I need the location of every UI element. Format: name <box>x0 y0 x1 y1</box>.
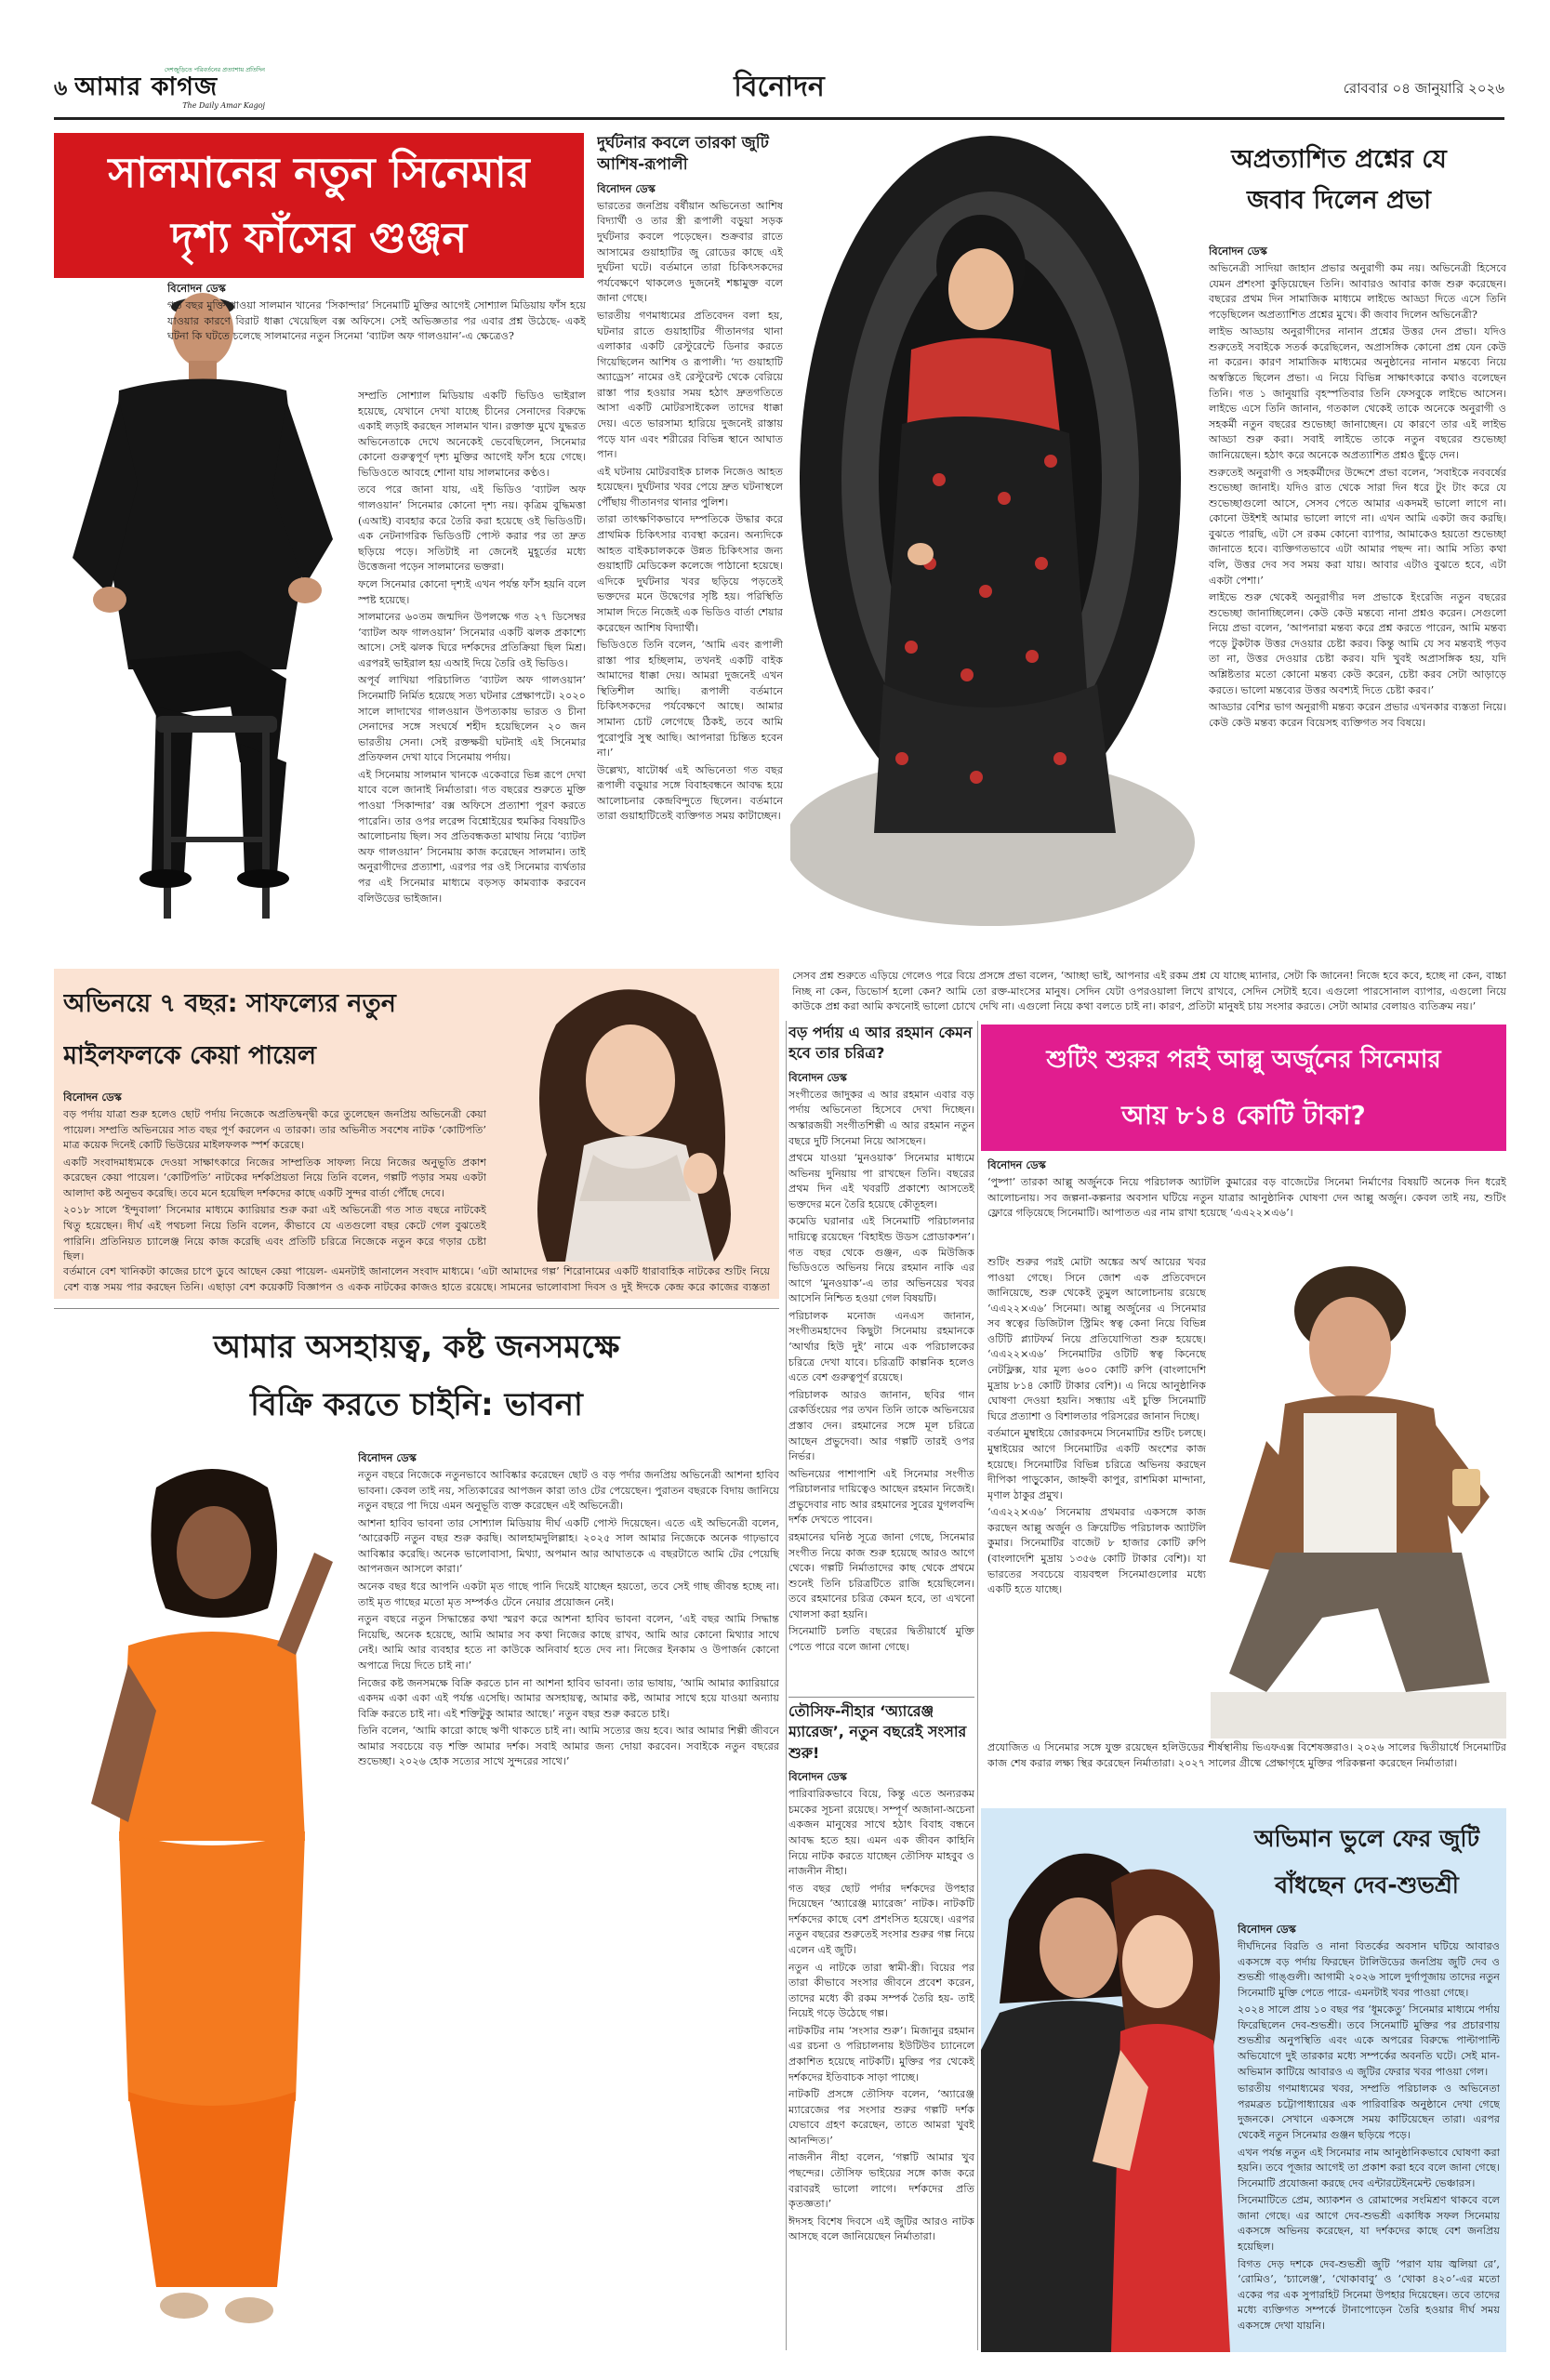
payel-headline-line2: মাইলফলকে কেয়া পায়েল <box>63 1041 316 1070</box>
prova-para-5: আড্ডার বেশির ভাগ অনুরাগী মন্তব্য করেন প্রভার এখনকার ব্যস্ততা নিয়ে। কেউ কেউ মন্তব্য করেন বিয়েসহ ব্যক্তিগত সব বিষয়ে। <box>1209 701 1506 729</box>
prova-para-1: অভিনেত্রী সাদিয়া জাহান প্রভার অনুরাগী কম নয়। অভিনেত্রী হিসেবে যেমন প্রশংসা কুড়িয়েছেন তিনি। আবারও আবার কাজ শুরু করেছেন। বছরের প্রথম দিন সামাজিক মাধ্যমে লাইভে আড্ডা দিতে এসে তিনি পড়েছিলেন অপ্রত্যাশিত প্রশ্নের মুখে। কী জবাব দিলেন অভিনেত্রী? <box>1209 262 1506 321</box>
salman-article-top <box>167 281 586 388</box>
bhabna-article-body <box>358 1450 779 2343</box>
bhabna-para-5: নিজের কষ্ট জনসমক্ষে বিক্রি করতে চান না আশনা হাবিব ভাবনা। তার ভাষায়, ‘আমি আমার ক্যারিয়ারে একদম একা একা এই পর্যন্ত এসেছি। আমার অসহায়ত্ব, আমার কষ্ট, আমার সাথে হয়ে যাওয়া অন্যায় বিক্রি করতে চাই না। এই শক্তিটুকু আমার আছে।’ নতুন বছর শুরু করতে চাই। <box>358 1676 779 1720</box>
ashish-para-2: ভারতীয় গণমাধ্যমের প্রতিবেদন বলা হয়, ঘটনার রাতে গুয়াহাটির গীতানগর থানা এলাকার একটি রেস্টুরেন্টে ডিনার করতে গিয়েছিলেন আশিষ ও রূপালী। ‘দ্য গুয়াহাটি অ্যাড্রেস’ নামের ওই রেস্টুরেন্ট থেকে বেরিয়ে রাস্তা পার হওয়ার সময় হঠাৎ দ্রুতগতিতে আসা একটি মোটরসাইকেল তাদের ধাক্কা দেয়। এতে ভারসাম্য হারিয়ে দুজনেই রাস্তায় পড়ে যান এবং শরীরের বিভিন্ন স্থানে আঘাত পান। <box>597 309 783 461</box>
header-rule <box>54 117 1504 120</box>
dev-headline <box>1232 1816 1502 1918</box>
prova-para-3: শুরুতেই অনুরাগী ও সহকর্মীদের উদ্দেশে প্রভা বলেন, ‘সবাইকে নববর্ষের শুভেচ্ছা জানাই। যদিও রাত থেকে সারা দিন ধরে টুং টাং করে যে শুভেচ্ছাগুলো আসে, সেসব পেতে আমার একদমই ভালো লাগে না। কোনো উইশই আমার ভালো লাগে না। এখন আমি একটা জব করছি। বুঝতে পারছি, এটা সে রকম কোনো ব্যাপার, আমাকেও হয়তো শুভেচ্ছা জানাতে হবে। ব্যক্তিগতভাবে এটা আমার পছন্দ না। আমি সত্যি কথা বলি, উত্তর দেব সব সময় করা যায়। আবার এটাও বুঝতে হবে, এটা একটা পেশা।’ <box>1209 466 1506 587</box>
prova-headline-line2: জবাব দিলেন প্রভা <box>1247 186 1431 215</box>
prova-photo <box>790 126 1199 963</box>
page-number: ৬ <box>54 76 68 100</box>
dev-box <box>981 1808 1506 2352</box>
rahman-para-8: সিনেমাটি চলতি বছরের দ্বিতীয়ার্ধে মুক্তি পেতে পারে বলে জানা গেছে। <box>788 1625 974 1654</box>
allu-headline-line2: আয় ৮১৪ কোটি টাকা? <box>1121 1100 1366 1130</box>
ashish-article <box>597 133 783 951</box>
payel-box <box>54 969 779 1299</box>
masthead-logo <box>74 65 265 112</box>
prova-para-2: লাইভ আড্ডায় অনুরাগীদের নানান প্রশ্নের উত্তর দেন প্রভা। যদিও শুরুতেই সবাইকে সতর্ক করেছিলেন, অপ্রাসঙ্গিক কোনো প্রশ্ন যেন কেউ না করেন। কারণ সামাজিক মাধ্যমের অনুষ্ঠানের নানান মন্তব্যে নিয়ে অস্বস্তিতে ছিলেন প্রভা। এ নিয়ে বিভিন্ন সাক্ষাৎকারে কথাও বলেছেন তিনি। গত ১ জানুয়ারি বৃহস্পতিবার তিনি ফেসবুকে লাইভে আসেন। লাইভে এসে তিনি জানান, গতকাল থেকেই তাকে অনেকে অনুরাগী ও সহকর্মী নতুন বছরের শুভেচ্ছা জানাচ্ছেন। যে কারণে তার এই লাইভ আড্ডা শুরু করা। সবাই লাইভে তাকে নতুন বছরের শুভেচ্ছা জানিয়েছেন। হঠাৎ করে অনেকে অপ্রত্যাশিত প্রশ্নও ছুঁড়ে দেন। <box>1209 325 1506 461</box>
dev-para-3: ভারতীয় গণমাধ্যমের খবর, সম্প্রতি পরিচালক ও অভিনেতা পরমব্রত চট্টোপাধ্যায়ের এক পারিবারিক অনুষ্ঠানে দেখা গেছে দুজনকে। সেখানে একসঙ্গে সময় কাটিয়েছেন তারা। এরপর থেকেই নতুন সিনেমার গুঞ্জন ছড়িয়ে পড়ে। <box>1238 2082 1500 2141</box>
salman-para-1: সম্প্রতি সোশ্যাল মিডিয়ায় একটি ভিডিও ভাইরাল হয়েছে, যেখানে দেখা যাচ্ছে চীনের সেনাদের বিরুদ্ধে একাই লড়াই করছেন সালমান খান। রক্তাক্ত মুখে যুদ্ধরত অভিনেতাকে দেখে অনেকেই ভেবেছিলেন, সিনেমার কোনো গুরুত্বপূর্ণ দৃশ্য মুক্তির আগেই ফাঁস হয়ে গেছে। ভিডিওতে আবহে শোনা যায় সালমানের কণ্ঠও। <box>358 390 586 479</box>
prova-byline: বিনোদন ডেস্ক <box>1209 245 1267 258</box>
payel-byline: বিনোদন ডেস্ক <box>63 1091 122 1104</box>
rahman-article <box>788 1023 974 1692</box>
dev-headline-line2: বাঁধছেন দেব-শুভশ্রী <box>1275 1871 1459 1898</box>
salman-para-5: অপূর্ব লাখিয়া পরিচালিত ‘ব্যাটল অফ গালওয়ান’ সিনেমাটি নির্মিত হয়েছে সত্য ঘটনার প্রেক্ষাপটে। ২০২০ সালে লাদাখের গালওয়ান উপত্যকায় ভারত ও চীনা সেনাদের সঙ্গে সংঘর্ষে শহীদ হয়েছিলেন ২০ জন ভারতীয় সেনা। সেই রক্তক্ষয়ী ঘটনাই এই সিনেমার প্রতিফলন দেখা যাবে সিনেমায় পর্দায়। <box>358 674 586 764</box>
allu-byline: বিনোদন ডেস্ক <box>987 1158 1046 1171</box>
dev-para-5: সিনেমাটিতে প্রেম, অ্যাকশন ও রোমান্সের সংমিশ্রণ থাকবে বলে জানা গেছে। এর আগে দেব-শুভশ্রী একাধিক সফল সিনেমায় একসঙ্গে অভিনয় করেছেন, যা দর্শকদের কাছে বেশ জনপ্রিয় হয়েছিল। <box>1238 2194 1500 2253</box>
salman-headline-box <box>54 133 584 278</box>
rahman-para-7: রহমানের ঘনিষ্ঠ সূত্রে জানা গেছে, সিনেমার সংগীত নিয়ে কাজ শুরু হয়েছে আরও আগে থেকে। গল্পটি নির্মাতাদের কাছ থেকে প্রথমে শুনেই তিনি চরিত্রটিতে রাজি হয়েছিলেন। তবে রহমানের চরিত্র কেমন হবে, তা এখনো খোলসা করা হয়নি। <box>788 1530 974 1620</box>
ashish-para-5: ভিডিওতে তিনি বলেন, ‘আমি এবং রূপালী রাস্তা পার হচ্ছিলাম, তখনই একটি বাইক আমাদের ধাক্কা দেয়। আমরা দুজনেই এখন স্থিতিশীল আছি। রূপালী বর্তমানে চিকিৎসকদের পর্যবেক্ষণে আছে। আমার সামান্য চোট লেগেছে ঠিকই, তবে আমি পুরোপুরি সুস্থ আছি। আপনারা চিন্তিত হবেন না।’ <box>597 639 783 760</box>
bhabna-para-1: নতুন বছরে নিজেকে নতুনভাবে আবিষ্কার করেছেন ছোট ও বড় পর্দার জনপ্রিয় অভিনেত্রী আশনা হাবিব ভাবনা। কেবল তাই নয়, সত্যিকারের আপজন কারা তাও টের পেয়েছেন। পুরাতন বছরকে বিদায় জানিয়ে নতুন বছরে পা দিয়ে এমন অনুভূতি ব্যক্ত করেছেন এই অভিনেত্রী। <box>358 1469 779 1513</box>
allu-photo <box>1211 1255 1506 1739</box>
rahman-para-3: কমেডি ঘরানার এই সিনেমাটি পরিচালনার দায়িত্বে রয়েছেন ‘বিহাইন্ড উডস প্রোডাকশন’। গত বছর থেকে গুঞ্জন, এক মিউজিক ভিডিওতে অভিনয় নিয়ে রহমান নাকি এর আগে ‘মুনওয়াক’-এ তার অভিনয়ের খবর আসেনি নিশ্চিত হওয়া গেল বিষয়টি। <box>788 1215 974 1305</box>
column-rule <box>977 1021 978 2350</box>
rahman-para-1: সংগীতের জাদুকর এ আর রহমান এবার বড় পর্দায় অভিনেতা হিসেবে দেখা দিচ্ছেন। অস্কারজয়ী সংগীতশিল্পী এ আর রহমান নতুন বছরে দুটি সিনেমা নিয়ে আসছেন। <box>788 1088 974 1147</box>
allu-article-tail <box>987 1740 1506 1796</box>
tawsif-headline: তৌসিফ-নীহার ‘অ্যারেঞ্জ ম্যারেজ’, নতুন বছরেই সংসার শুরু! <box>788 1702 967 1762</box>
salman-para-6: এই সিনেমায় সালমান খানকে একেবারে ভিন্ন রূপে দেখা যাবে বলে জানাই নির্মাতারা। গত বছরের শুরুতে মুক্তি পাওয়া ‘সিকান্দার’ বক্স অফিসে প্রত্যাশা পূরণ করতে পারেনি। তার ওপর লরেন্স বিশ্নোইয়ের হুমকির বিষয়টিও আলোচনায় ছিল। সব প্রতিবন্ধকতা মাথায় নিয়ে ‘ব্যাটল অফ গালওয়ান’ সিনেমায় কাজ করেছেন সালমান। তাই অনুরাগীদের প্রত্যাশা, এরপর পর ওই সিনেমার ব্যর্থতার পর এই সিনেমার মাধ্যমে বড়সড় কামব্যাক করবেন বলিউডের ভাইজান। <box>358 768 586 905</box>
dev-photo <box>981 1808 1230 2352</box>
dev-headline-line1: অভিমান ভুলে ফের জুটি <box>1253 1825 1480 1852</box>
payel-para-5: বর্তমানে বেশ খানিকটা কাজের চাপে ডুবে আছেন কেয়া পায়েল- এমনটাই জানালেন সংবাদ মাধ্যমে। ‘এটা আমাদের গল্প’ শিরোনামের একটি ধারাবাহিক নাটকের শুটিং নিয়ে বেশ ব্যস্ত সময় পার করছেন তিনি। এছাড়া বেশ কয়েকটি বিজ্ঞাপন ও একক নাটকের কাজও হাতে রয়েছে। সামনের ভালোবাসা দিবস ও দুই ঈদকে কেন্দ্র করে কাজের ব্যস্ততা <box>63 1265 770 1293</box>
rahman-para-6: অভিনয়ের পাশাপাশি এই সিনেমার সংগীত পরিচালনার দায়িত্বেও আছেন রহমান নিজেই। প্রভুদেবার নাচ আর রহমানের সুরের যুগলবন্দি দর্শক দেখতে পাবেন। <box>788 1467 974 1527</box>
salman-intro: গত বছর মুক্তি পাওয়া সালমান খানের ‘সিকান্দার’ সিনেমাটি মুক্তির আগেই সোশ্যাল মিডিয়ায় ফাঁস হয়ে যাওয়ার কারণে বিরাট ধাক্কা খেয়েছিল বক্স অফিসে। সেই অভিজ্ঞতার পর এবার প্রশ্ন উঠেছে- একই ঘটনা কি ঘটতে চলেছে সালমানের নতুন সিনেমা ‘ব্যাটল অফ গালওয়ান’-এ ক্ষেত্রেও? <box>167 299 586 343</box>
issue-date: রোববার ০৪ জানুয়ারি ২০২৬ <box>1343 80 1504 97</box>
dev-para-1: দীর্ঘদিনের বিরতি ও নানা বিতর্কের অবসান ঘটিয়ে আবারও একসঙ্গে বড় পর্দায় ফিরছেন টালিউডের জনপ্রিয় জুটি দেব ও শুভশ্রী গাঙ্গুলী। আগামী ২০২৬ সালে দুর্গাপূজায় তাদের নতুন সিনেমাটি মুক্তি পেতে পারে- এমনটাই খবর পাওয়া গেছে। <box>1238 1940 1500 1999</box>
page-header <box>54 65 1504 113</box>
prova-para-4: লাইভে শুরু থেকেই অনুরাগীর দল প্রভাকে ইংরেজি নতুন বছরের শুভেচ্ছা জানাচ্ছিলেন। কেউ কেউ মন্তব্যে নানা প্রশ্নও করেন। সেগুলো নিয়ে প্রভা বলেন, ‘আপনারা মন্তব্য করে প্রশ্ন করতে পারেন, আমি মন্তব্য পড়ে টুকটাক উত্তর দেওয়ার চেষ্টা করব। কিন্তু আমি যে সব মন্তব্যই পড়ব তা না, উত্তর দেওয়ার চেষ্টা করব। যদি খুবই অপ্রাসঙ্গিক হয়, যদি অশ্লিষ্টতার মতো কোনো মন্তব্য কেউ করেন, চেষ্টা করব সেটা আড়াড়ে করতে। ভালো মন্তব্যের উত্তর অবশ্যই দিতে চেষ্টা করব।’ <box>1209 591 1506 696</box>
bhabna-headline <box>54 1318 779 1439</box>
masthead-tag: দেশজুড়িতে পরিবর্তনের প্রত্যাশায় প্রতিদিন <box>164 66 265 73</box>
bhabna-byline: বিনোদন ডেস্ক <box>358 1451 417 1464</box>
tawsif-para-2: গত বছর ছোট পর্দার দর্শকদের উপহার দিয়েছেন ‘অ্যারেঞ্জ ম্যারেজ’ নাটক। নাটকটি দর্শকদের কাছে বেশ প্রশংসিত হয়েছে। এরপর নতুন বছরের শুরুতেই সংসার শুরুর গল্প নিয়ে এলেন এই জুটি। <box>788 1882 974 1956</box>
tawsif-byline: বিনোদন ডেস্ক <box>788 1770 847 1784</box>
dev-para-2: ২০২৪ সালে প্রায় ১০ বছর পর ‘ধূমকেতু’ সিনেমার মাধ্যমে পর্দায় ফিরেছিলেন দেব-শুভশ্রী। তবে সিনেমাটি মুক্তির পর প্রচারণায় শুভশ্রীর অনুপস্থিতি এবং একে অপরের বিরুদ্ধে পাল্টাপাল্টি অভিযোগে দুই তারকার মধ্যে সম্পর্কের অবনতি ঘটে। সেই মান-অভিমান কাটিয়ে আবারও এ জুটির ফেরার খবর পাওয়া গেল। <box>1238 2003 1500 2078</box>
section-title: বিনোদন <box>734 71 825 103</box>
tawsif-article <box>788 1701 974 2347</box>
payel-headline <box>63 978 500 1090</box>
rahman-byline: বিনোদন ডেস্ক <box>788 1070 847 1084</box>
payel-headline-line1: অভিনয়ে ৭ বছর: সাফল্যের নতুন <box>63 989 396 1018</box>
bhabna-para-2: আশনা হাবিব ভাবনা তার সোশ্যাল মিডিয়ায় দীর্ঘ একটি পোস্ট দিয়েছেন। এতে এই অভিনেত্রী বলেন, ‘আরেকটি নতুন বছর শুরু করছি। আলহামদুলিল্লাহ। ২০২৫ সাল আমার নিজেকে অনেক গাঢ়ভাবে আবিষ্কার করেছি। অনেক ভালোবাসা, মিথ্যা, অপমান আর আঘাতকে এ বছরটাতে আমি টের পেয়েছি আপনজন আসলে কারা।’ <box>358 1516 779 1576</box>
ashish-para-3: এই ঘটনায় মোটরবাইক চালক নিজেও আহত হয়েছেন। দুর্ঘটনার খবর পেয়ে দ্রুত ঘটনাস্থলে পৌঁছায় গীতানগর থানার পুলিশ। <box>597 465 783 509</box>
salman-headline-line1: সালমানের নতুন সিনেমার <box>108 148 530 197</box>
tawsif-para-5: নাটকটি প্রসঙ্গে তৌসিফ বলেন, ‘অ্যারেঞ্জ ম্যারেজের পর সংসার শুরুর গল্পটি দর্শক যেভাবে গ্রহণ করেছেন, তাতে আমরা খুবই আনন্দিত।’ <box>788 2088 974 2147</box>
tawsif-para-1: পারিবারিকভাবে বিয়ে, কিন্তু এতে অন্যরকম চমকের সূচনা রয়েছে। সম্পূর্ণ অজানা-অচেনা একজন মানুষের সাথে হঠাৎ বিবাহ বন্ধনে আবদ্ধ হতে হয়। এমন এক জীবন কাহিনি নিয়ে নাটক করতে যাচ্ছেন তৌসিফ মাহবুব ও নাজনীন নীহা। <box>788 1788 974 1878</box>
prova-headline-line1: অপ্রত্যাশিত প্রশ্নের যে <box>1231 145 1447 174</box>
rahman-para-5: পরিচালক আরও জানান, ছবির গান রেকর্ডিংয়ের পর তখন তিনি তাকে অভিনয়ের প্রস্তাব দেন। রহমানের সঙ্গে মূল চরিত্রে আছেন প্রভুদেবা। আর গল্পটি তারই ওপর নির্ভর। <box>788 1388 974 1463</box>
payel-para-1: বড় পর্দায় যাত্রা শুরু হলেও ছোট পর্দায় নিজেকে অপ্রতিদ্বন্দ্বী করে তুলেছেন জনপ্রিয় অভিনেত্রী কেয়া পায়েল। সম্প্রতি অভিনয়ের সাত বছর পূর্ণ করলেন এ তারকা। তার অভিনীত সবশেষ নাটক ‘কোটিপতি’ মাত্র কয়েক দিনেই কোটি ভিউয়ের মাইলফলক স্পর্শ করেছে। <box>63 1108 486 1152</box>
payel-article-tail <box>63 1264 770 1298</box>
salman-headline-line2: দৃশ্য ফাঁসের গুঞ্জন <box>170 213 468 262</box>
ashish-para-4: তারা তাৎক্ষণিকভাবে দম্পতিকে উদ্ধার করে প্রাথমিক চিকিৎসার ব্যবস্থা করেন। অন্যদিকে আহত বাইকচালককে উন্নত চিকিৎসার জন্য গুয়াহাটি মেডিকেল কলেজে পাঠানো হয়েছে। এদিকে দুর্ঘটনার খবর ছড়িয়ে পড়তেই ভক্তদের মনে উদ্বেগের সৃষ্টি হয়। পরিস্থিতি সামাল দিতে নিজেই এক ভিডিও বার্তা শেয়ার করেছেন আশিষ বিদ্যার্থী। <box>597 513 783 634</box>
rahman-para-4: পরিচালক মনোজ এনএস জানান, সংগীতমহাদেব কিছুটা সিনেমায় রহমানকে ‘আর্থার হিউ দুই’ নামে এক পরিচালকের চরিত্রে দেখা যাবে। চরিত্রটি কাল্পনিক হলেও এতে বেশ গুরুত্বপূর্ণ রয়েছে। <box>788 1309 974 1384</box>
section-rule <box>788 1697 974 1698</box>
allu-headline-line1: শুটিং শুরুর পরই আল্লু অর্জুনের সিনেমার <box>1046 1046 1441 1074</box>
bhabna-para-4: নতুন বছরে নতুন সিদ্ধান্তের কথা স্মরণ করে আশনা হাবিব ভাবনা বলেন, ‘এই বছর আমি সিদ্ধান্ত নিয়েছি, অনেক হয়েছে, আমি আমার সব কথা নিজের কাছে রাখব, আমি আর কোনো মিথ্যার সাথে নেই। আমি আর ব্যবহার হতে না কাউকে অনিবার্য হতে দেব না। নিজের ইনকাম ও উপার্জন কোনো অপাত্রে দিয়ে দিতে চাই না।’ <box>358 1613 779 1672</box>
column-rule <box>786 1021 787 2350</box>
payel-article-body <box>63 1090 486 1266</box>
bhabna-para-3: অনেক বছর ধরে আপনি একটা মৃত গাছে পানি দিয়েই যাচ্ছেন হয়তো, তবে সেই গাছ জীবন্ত হচ্ছে না। তাই মৃত গাছের মতো মৃত সম্পর্কও টেনে নেয়ার প্রয়োজন নেই। <box>358 1580 779 1608</box>
payel-para-3: ২০১৮ সালে ‘ইন্দুবালা’ সিনেমার মাধ্যমে ক্যারিয়ার শুরু করা এই অভিনেত্রী গত সাত বছরে নাটকেই থিতু হয়েছেন। দীর্ঘ এই পথচলা নিয়ে তিনি বলেন, কীভাবে যে এতগুলো বছর কেটে গেল বুঝতেই পারিনি। প্রতিনিয়ত চ্যালেঞ্জ নিয়ে কাজ করেছি এবং প্রতিটি চরিত্রে নিজেকে নতুন করে গড়ার চেষ্টা ছিল। <box>63 1204 486 1263</box>
bhabna-para-6: তিনি বলেন, ‘আমি কারো কাছে ঋণী থাকতে চাই না। আমি সত্যের জয় হবে। আর আমার শিল্পী জীবনে আমার সবচেয়ে বড় শক্তি আমার দর্শক। সবাই আমার জন্য দোয়া করবেন। সবাইকে নতুন বছরের শুভেচ্ছা। ২০২৬ হোক সত্যের সাথে সুন্দরের সাথে।’ <box>358 1725 779 1768</box>
allu-para-3: বর্তমানে মুম্বাইয়ে জোরকদমে সিনেমাটির শুটিং চলছে। মুম্বাইয়ের আগে সিনেমাটির একটি অংশের কাজ হয়েছে। সিনেমাটির বিভিন্ন চরিত্রে অভিনয় করছেন দীপিকা পাড়ুকোন, জাহ্নবী কাপুর, রাশমিকা মান্দানা, মৃণাল ঠাকুর প্রমুখ। <box>987 1427 1206 1501</box>
salman-para-2: তবে পরে জানা যায়, এই ভিডিও ‘ব্যাটল অফ গালওয়ান’ সিনেমার কোনো দৃশ্য নয়। কৃত্রিম বুদ্ধিমত্তা (এআই) ব্যবহার করে তৈরি করা হয়েছে ওই ভিডিওটি। এক নেটনাগরিক ভিডিওটি পোস্ট করার পর তা দ্রুত ছড়িয়ে পড়ে। সতিটাই না জেনেই মুহূর্তের মধ্যে উত্তেজনা পড়েন সালমানের ভক্তরা। <box>358 483 586 574</box>
ashish-para-6: উল্লেখ্য, ষাটোর্ধ্ব এই অভিনেতা গত বছর রূপালী বড়ুয়ার সঙ্গে বিবাহবন্ধনে আবদ্ধ হয়ে আলোচনার কেন্দ্রবিন্দুতে ছিলেন। বর্তমানে তারা গুয়াহাটিতেই ব্যক্তিগত সময় কাটাচ্ছেন। <box>597 763 783 823</box>
prova-article-body <box>1209 244 1506 969</box>
bhabna-top-rule <box>54 1308 779 1309</box>
allu-para-1: ‘পুষ্পা’ তারকা আল্লু অর্জুনকে নিয়ে পরিচালক অ্যাটলি কুমারের বড় বাজেটের সিনেমা নির্মাণের বিষয়টি অনেক দিন ধরেই আলোচনায়। সব জল্পনা-কল্পনার অবসান ঘটিয়ে নতুন যাত্রার আনুষ্ঠানিক ঘোষণা দেন আল্লু অর্জুন। কেবল তাই নয়, শুটিং ফ্লোরে গড়িয়েছে সিনেমাটি। আপাতত এর নাম রাখা হয়েছে ‘এএ২২×এ৬’। <box>987 1176 1506 1220</box>
rahman-headline: বড় পর্দায় এ আর রহমান কেমন হবে তার চরিত্র? <box>788 1024 973 1063</box>
ashish-headline: দুর্ঘটনার কবলে তারকা জুটি আশিষ-রূপালী <box>597 134 769 174</box>
dev-para-4: এখন পর্যন্ত নতুন এই সিনেমার নাম আনুষ্ঠানিকভাবে ঘোষণা করা হয়নি। তবে পূজার আগেই তা প্রকাশ করা হবে বলে জানা গেছে। সিনেমাটি প্রযোজনা করছে দেব এন্টারটেইনমেন্ট ভেঞ্চারস। <box>1238 2146 1500 2189</box>
allu-article-top <box>987 1157 1506 1250</box>
salman-byline: বিনোদন ডেস্ক <box>167 282 226 295</box>
allu-para-4: ‘এএ২২×এ৬’ সিনেমায় প্রথমবার একসঙ্গে কাজ করছেন আল্লু অর্জুন ও ক্রিয়েটিভ পরিচালক অ্যাটলি কুমার। সিনেমাটির বাজেট ৮ হাজার কোটি রুপি (বাংলাদেশি মুদ্রায় ১৩৫৬ কোটি টাকার বেশি)। যা ভারতের সবচেয়ে ব্যয়বহুল সিনেমাগুলোর মধ্যে একটি হতে যাচ্ছে। <box>987 1506 1206 1596</box>
ashish-para-1: ভারতের জনপ্রিয় বর্ষীয়ান অভিনেতা আশিষ বিদ্যার্থী ও তার স্ত্রী রূপালী বড়ুয়া সড়ক দুর্ঘটনার কবলে পড়েছেন। শুক্রবার রাতে আসামের গুয়াহাটির জু রোডের কাছে এই দুর্ঘটনা ঘটে। বর্তমানে তারা চিকিৎসকদের পর্যবেক্ষণে থাকলেও দুজনেই শঙ্কামুক্ত বলে জানা গেছে। <box>597 199 783 305</box>
prova-headline <box>1172 139 1506 242</box>
rahman-para-2: প্রথমে যাওয়া ‘মুনওয়াক’ সিনেমার মাধ্যমে অভিনয় দুনিয়ায় পা রাখছেন তিনি। বছরের প্রথম দিন এই খবরটি প্রকাশ্যে আসতেই ভক্তদের মনে তৈরি হয়েছে কৌতূহল। <box>788 1152 974 1210</box>
bhabna-headline-line1: আমার অসহায়ত্ব, কষ্ট জনসমক্ষে <box>213 1329 620 1366</box>
salman-article-body <box>358 389 586 946</box>
salman-para-4: সালমানের ৬০তম জন্মদিন উপলক্ষে গত ২৭ ডিসেম্বর ‘ব্যাটল অফ গালওয়ান’ সিনেমার একটি ঝলক প্রকাশ্যে আসে। সেই ঝলক ঘিরে দর্শকদের প্রতিক্রিয়া ছিল মিশ্র। এরপরই ভাইরাল হয় এআই দিয়ে তৈরি ওই ভিডিও। <box>358 611 586 669</box>
dev-byline: বিনোদন ডেস্ক <box>1238 1923 1296 1936</box>
allu-article-body <box>987 1255 1206 1739</box>
dev-para-6: বিগত দেড় দশকে দেব-শুভশ্রী জুটি ‘পরাণ যায় জ্বলিয়া রে’, ‘রোমিও’, ‘চ্যালেঞ্জ’, ‘খোকাবাবু’ ও ‘খোকা ৪২০’-এর মতো একের পর এক সুপারহিট সিনেমা উপহার দিয়েছেন। তবে তাদের মধ্যে ব্যক্তিগত সম্পর্কে টানাপোড়েন তৈরি হওয়ার দীর্ঘ সময় একসঙ্গে দেখা যায়নি। <box>1238 2257 1500 2332</box>
prova-para-6: সেসব প্রশ্ন শুরুতে এড়িয়ে গেলেও পরে বিয়ে প্রসঙ্গে প্রভা বলেন, ‘আচ্ছা ভাই, আপনার এই রকম প্রশ্ন যে যাচ্ছে ম্যানার, সেটা কি জানেন! নিজে হবে কবে, হচ্ছে না কেন, বাচ্চা নিচ্ছ না কেন, ডিভোর্স হলো কেন? আমি তো রক্ত-মাংসের মানুষ। সেদিন যেটা ওপরওয়ালা লিখে রাখবে, সেদিন সেটাই হবে। এগুলো পারসোনাল ব্যাপার, এগুলো নিয়ে কাউকে প্রশ্ন করা আমি কখনোই ভালো চোখে দেখি না। এগুলো নিয়ে কথা বলতে চাই না। কারণ, প্রতিটা মানুষই চায় সংসার করতে। সেটা আমার বেলায়ও ব্যতিক্রম নয়।’ <box>792 970 1506 1013</box>
allu-para-2: শুটিং শুরুর পরই মোটা অঙ্কের অর্থ আয়ের খবর পাওয়া গেছে। সিনে জোশ এক প্রতিবেদনে জানিয়েছে, শুরু থেকেই তুমুল আলোচনায় রয়েছে ‘এএ২২×এ৬’ সিনেমা। আল্লু অর্জুনের এ সিনেমার সব স্বত্বের ডিজিটাল স্ট্রিমিং স্বত্ব কেনা নিয়ে বিভিন্ন ওটিটি প্ল্যাটফর্ম নিয়ে প্রতিযোগিতা শুরু হয়েছে। ‘এএ২২×এ৬’ সিনেমাটির ওটিটি স্বত্ব কিনেছে নেটফ্লিক্স, যার মূল্য ৬০০ কোটি রুপি (বাংলাদেশি মুদ্রায় ৮১৪ কোটি টাকার বেশি)। এ নিয়ে আনুষ্ঠানিক ঘোষণা দেওয়া হয়নি। সন্ধ্যায় এই চুক্তি সিনেমাটি ঘিরে প্রত্যাশা ও বিশালতার পরিসরের জানান দিচ্ছে। <box>987 1256 1206 1422</box>
tawsif-para-3: নতুন এ নাটকে তারা স্বামী-স্ত্রী। বিয়ের পর তারা কীভাবে সংসার জীবনে প্রবেশ করেন, তাদের মধ্যে কী রকম সম্পর্ক তৈরি হয়- তাই নিয়েই গড়ে উঠেছে গল্প। <box>788 1961 974 2020</box>
bhabna-headline-line2: বিক্রি করতে চাইনি: ভাবনা <box>250 1386 583 1423</box>
ashish-byline: বিনোদন ডেস্ক <box>597 181 656 195</box>
masthead-subtitle: The Daily Amar Kagoj <box>182 101 265 110</box>
prova-article-tail <box>792 969 1506 1015</box>
payel-para-2: একটি সংবাদমাধ্যমকে দেওয়া সাক্ষাৎকারে নিজের সাম্প্রতিক সাফল্য নিয়ে নিজের অনুভূতি প্রকাশ করেছেন কেয়া পায়েল। ‘কোটিপতি’ নাটকের দর্শকপ্রিয়তা নিয়ে তিনি বলেন, গল্পটি পড়ার সময় একটা আলাদা কষ্ট অনুভব করেছি। তবে মনে হয়েছিল দর্শকদের কাছে একটি সুন্দর বার্তা পৌঁছে দেবে। <box>63 1156 486 1199</box>
masthead-title: আমার কাগজ <box>74 73 219 101</box>
salman-para-3: ফলে সিনেমার কোনো দৃশ্যই এখন পর্যন্ত ফাঁস হয়নি বলে স্পষ্ট হয়েছে। <box>358 577 586 606</box>
tawsif-para-7: ঈদসহ বিশেষ দিবসে এই জুটির আরও নাটক আসছে বলে জানিয়েছেন নির্মাতারা। <box>788 2215 974 2243</box>
allu-headline-box <box>981 1025 1506 1151</box>
bhabna-photo <box>54 1450 361 2343</box>
allu-para-5: প্রযোজিত এ সিনেমার সঙ্গে যুক্ত রয়েছেন হলিউডের শীর্ষস্থানীয় ভিএফএক্স বিশেষজ্ঞরাও। ২০২৬ সালের দ্বিতীয়ার্ধে সিনেমাটির কাজ শেষ করার লক্ষ্য স্থির করেছেন নির্মাতারা। ২০২৭ সালের গ্রীষ্মে প্রেক্ষাগৃহে মুক্তির পরিকল্পনা করেছেন নির্মাতারা। <box>987 1741 1506 1769</box>
dev-article-body <box>1238 1922 1500 2349</box>
tawsif-para-4: নাটকটির নাম ‘সংসার শুরু’। মিজানুর রহমান এর রচনা ও পরিচালনায় ইউটিউব চ্যানেলে প্রকাশিত হয়েছে নাটকটি। মুক্তির পর থেকেই দর্শকদের ইতিবাচক সাড়া পাচ্ছে। <box>788 2024 974 2083</box>
tawsif-para-6: নাজনীন নীহা বলেন, ‘গল্পটি আমার খুব পছন্দের। তৌসিফ ভাইয়ের সঙ্গে কাজ করে বরাবরই ভালো লাগে। দর্শকদের প্রতি কৃতজ্ঞতা।’ <box>788 2151 974 2211</box>
payel-photo <box>491 969 779 1262</box>
